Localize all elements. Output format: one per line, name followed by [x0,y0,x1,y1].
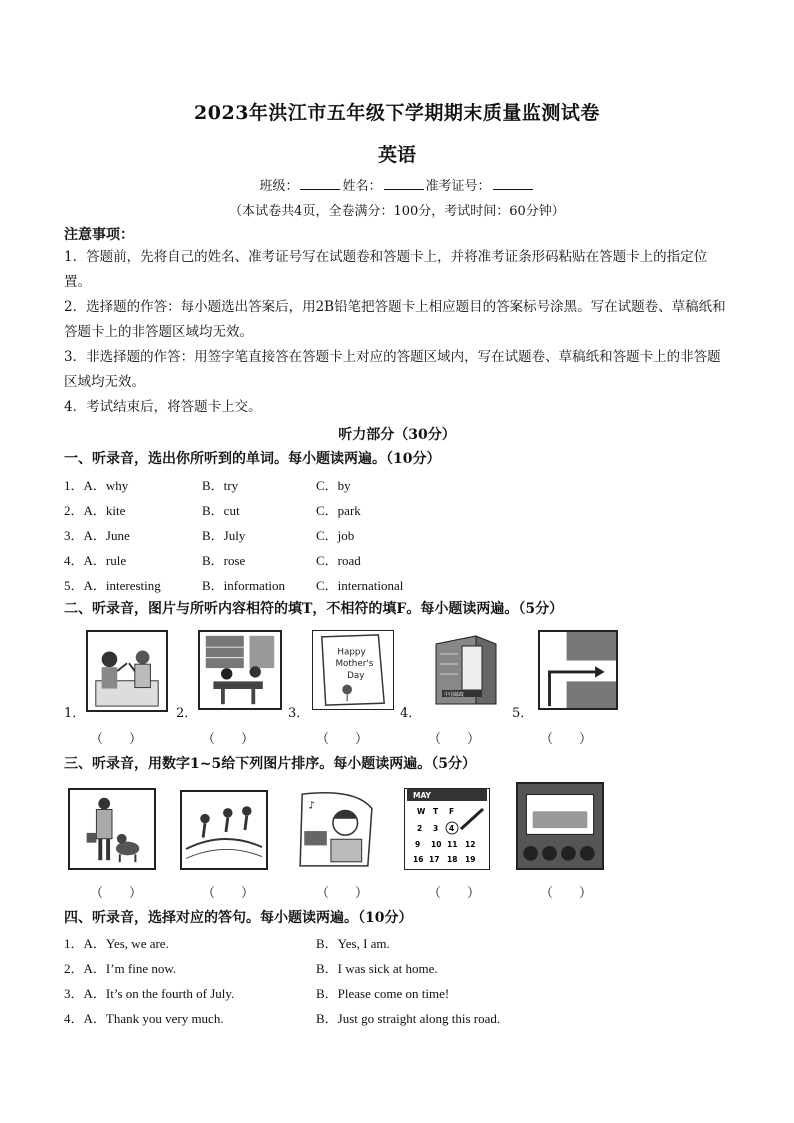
answer-paren[interactable]: （ ） [202,732,255,747]
s1-option-b: B．cut [202,503,240,518]
answer-paren[interactable]: （ ） [540,732,593,747]
answer-paren[interactable]: （ ） [316,732,369,747]
calendar-day: 12 [465,840,476,849]
answer-paren[interactable]: （ ） [428,732,481,747]
card-text: Mother's [335,659,374,670]
s2-number: 5． [512,706,534,721]
picture-people-greeting [86,630,168,712]
notice-item: 4．考试结束后，将答题卡上交。 [64,399,262,415]
s4-option-a: 1．A．Yes, we are. [64,936,169,951]
s4-option-a: 2．A．I’m fine now. [64,961,177,976]
s1-option-b: B．information [202,578,286,593]
answer-paren[interactable]: （ ） [90,886,143,901]
notice-heading: 注意事项： [64,227,134,243]
calendar-day: 3 [433,824,439,833]
s1-option-a: 2．A．kite [64,503,126,518]
svg-text:♪: ♪ [308,799,315,812]
name-blank[interactable] [384,189,424,190]
id-blank[interactable] [493,189,533,190]
calendar-month: MAY [413,791,431,800]
calendar-weekday: F [449,807,455,816]
s2-number: 1． [64,706,86,721]
listening-heading: 听力部分（30分） [338,427,456,443]
picture-mothers-day-card [312,630,394,710]
s2-number: 4． [400,706,422,721]
picture-boy-listening-music [292,788,378,870]
calendar-day: 17 [429,855,440,864]
card-text: Day [347,670,365,681]
calendar-weekday: T [433,807,439,816]
s1-option-a: 4．A．rule [64,553,127,568]
answer-paren[interactable]: （ ） [540,886,593,901]
s4-option-b: B．Just go straight along this road. [316,1011,501,1026]
calendar-day: 11 [447,840,458,849]
calendar-day: 9 [415,840,421,849]
student-info-line [0,175,794,194]
exam-title: 2023年洪江市五年级下学期期末质量监测试卷 [194,102,600,124]
s1-option-c: C．job [316,528,355,543]
answer-paren[interactable]: （ ） [202,886,255,901]
s1-option-b: B．rose [202,553,246,568]
class-blank[interactable] [300,189,340,190]
s1-option-b: B．July [202,528,246,543]
calendar-day: 18 [447,855,458,864]
picture-turn-right-sign [538,630,618,710]
id-label: 准考证号： [425,179,491,194]
calendar-day: 10 [431,840,442,849]
calendar-day: 4 [449,824,455,833]
s1-option-a: 3．A．June [64,528,130,543]
s1-option-c: C．road [316,553,361,568]
s1-option-c: C．by [316,478,351,493]
notice-item: 3．非选择题的作答：用签字笔直接答在答题卡上对应的答题区域内，写在试题卷、草稿纸和答题卡上的非答题区域均无效。 [64,349,721,390]
building-sign: 中国邮政 [444,692,465,698]
calendar-weekday: W [417,807,426,816]
picture-woman-with-dog [68,788,156,870]
notice-item: 2．选择题的作答：每小题选出答案后，用2B铅笔把答题卡上相应题目的答案标号涂黑。写在试题卷、草稿纸和答题卡上的非答题区域均无效。 [64,299,726,340]
picture-calendar [404,788,490,870]
calendar-day: 19 [465,855,476,864]
picture-running-race [180,790,268,870]
exam-subject: 英语 [377,144,416,166]
s2-number: 3． [288,706,310,721]
s4-option-b: B．Yes, I am. [316,936,390,951]
answer-paren[interactable]: （ ） [428,886,481,901]
answer-paren[interactable]: （ ） [316,886,369,901]
s2-number: 2． [176,706,198,721]
name-label: 姓名： [342,179,382,194]
section4-heading: 四、听录音，选择对应的答句。每小题读两遍。（10分） [64,910,413,926]
card-text: Happy [337,647,366,658]
s1-option-a: 5．A．interesting [64,578,161,593]
section2-heading: 二、听录音，图片与所听内容相符的填T，不相符的填F。每小题读两遍。（5分） [64,601,564,617]
s1-option-c: C．international [316,578,404,593]
s4-option-a: 4．A．Thank you very much. [64,1011,224,1026]
section1-heading: 一、听录音，选出你所听到的单词。每小题读两遍。（10分） [64,451,441,467]
s1-option-c: C．park [316,503,361,518]
s4-option-b: B．I was sick at home. [316,961,438,976]
calendar-day: 16 [413,855,424,864]
section3-heading: 三、听录音，用数字1~5给下列图片排序。每小题读两遍。（5分） [64,756,476,772]
exam-meta: （本试卷共4页，全卷满分：100分，考试时间：60分钟） [229,204,565,219]
s1-option-b: B．try [202,478,239,493]
answer-paren[interactable]: （ ） [90,732,143,747]
s4-option-b: B．Please come on time! [316,986,450,1001]
calendar-day: 2 [417,824,423,833]
picture-post-office [424,630,508,710]
s4-option-a: 3．A．It’s on the fourth of July. [64,986,235,1001]
class-label: 班级： [259,179,299,194]
s1-option-a: 1．A．why [64,478,129,493]
picture-library [198,630,282,710]
notice-item: 1．答题前，先将自己的姓名、准考证号写在试题卷和答题卡上，并将准考证条形码粘贴在答题卡上的指定位置。 [64,249,708,290]
picture-stage-show [516,782,604,870]
